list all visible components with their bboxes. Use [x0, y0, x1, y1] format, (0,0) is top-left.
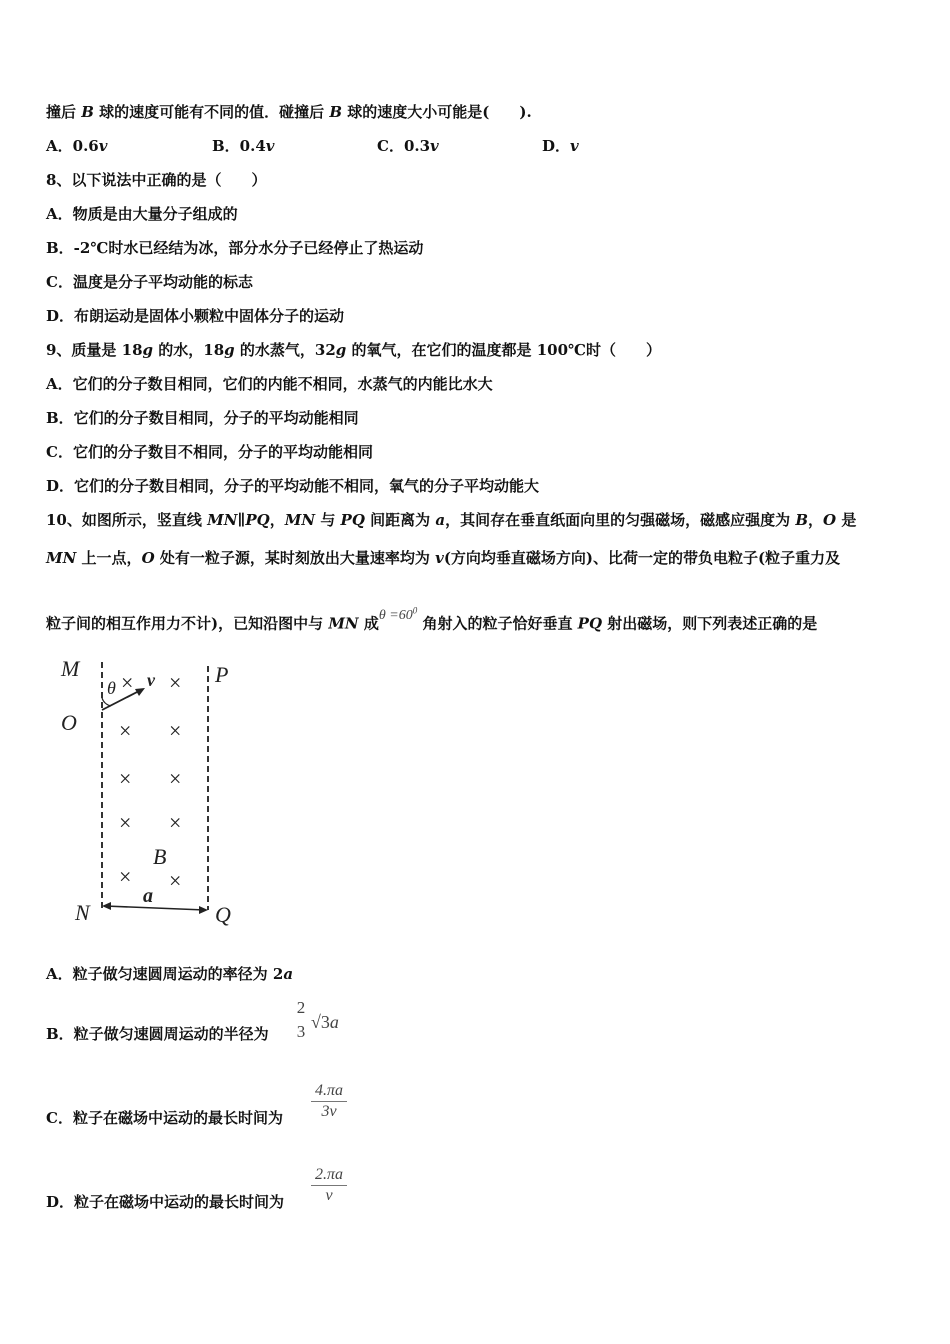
q9-option-c[interactable]: C．它们的分子数目不相同，分子的平均动能相同	[46, 443, 373, 461]
cross-mark: ×	[169, 718, 182, 743]
q7-option-d[interactable]: D．v	[542, 137, 579, 155]
text: 球的速度大小可能是( ).	[342, 103, 532, 121]
q7-options	[46, 136, 926, 156]
cross-mark: ×	[169, 766, 182, 791]
q10-stem-line2: MN 上一点，O 处有一粒子源，某时刻放出大量速率均为 v(方向均垂直磁场方向)、比荷一定的带负电粒子(粒子重力及	[46, 549, 841, 567]
q8-stem: 8、以下说法中正确的是（ ）	[46, 171, 267, 189]
angle-formula: $\theta =60^0$	[378, 605, 418, 623]
q9-option-d[interactable]: D．它们的分子数目相同，分子的平均动能不相同，氧气的分子平均动能大	[46, 477, 540, 495]
text: 球的速度可能有不同的值．碰撞后	[93, 103, 330, 121]
label-theta: θ	[107, 678, 116, 698]
q9-stem: 9、质量是 18g 的水，18g 的水蒸气，32g 的氧气，在它们的温度都是 100℃时（ ）	[46, 341, 661, 359]
q10-option-d[interactable]: D．粒子在磁场中运动的最长时间为	[46, 1193, 285, 1211]
cross-mark: ×	[169, 670, 182, 695]
fraction-2-3: 2 3	[296, 998, 306, 1041]
label-M: M	[61, 656, 80, 681]
cross-mark: ×	[121, 670, 134, 695]
arrow-right	[199, 906, 208, 914]
label-P: P	[215, 662, 229, 687]
q10-option-a[interactable]: A．粒子做匀速圆周运动的率径为 2a	[46, 965, 294, 983]
q9-option-a[interactable]: A．它们的分子数目相同，它们的内能不相同，水蒸气的内能比水大	[46, 375, 493, 393]
q10-stem-line1: 10、如图所示，竖直线 MN∥PQ，MN 与 PQ 间距离为 a，其间存在垂直纸面向里的匀强磁场，磁感应强度为 B，O 是	[46, 511, 857, 529]
label-v: v	[147, 670, 155, 690]
fraction-2pia-v: 2.πa v	[311, 1166, 347, 1205]
q7-option-a[interactable]: A．0.6v	[46, 137, 108, 155]
q10-option-c[interactable]: C．粒子在磁场中运动的最长时间为	[46, 1109, 283, 1127]
q7-option-c[interactable]: C．0.3v	[377, 137, 439, 155]
text: 撞后	[46, 103, 82, 121]
q7-stem-tail	[46, 102, 532, 122]
cross-mark: ×	[119, 864, 132, 889]
distance-line	[105, 906, 205, 910]
fraction-4pia-3v: 4.πa 3v	[311, 1082, 347, 1121]
q8-option-c[interactable]: C．温度是分子平均动能的标志	[46, 273, 253, 291]
cross-mark: ×	[169, 868, 182, 893]
label-O: O	[61, 710, 77, 735]
cross-mark: ×	[169, 810, 182, 835]
arrow-left	[102, 902, 111, 910]
magnetic-field-diagram	[55, 652, 255, 932]
q9-option-b[interactable]: B．它们的分子数目相同，分子的平均动能相同	[46, 409, 359, 427]
var-B: B	[81, 103, 94, 121]
cross-mark: ×	[119, 810, 132, 835]
q8-option-d[interactable]: D．布朗运动是固体小颗粒中固体分子的运动	[46, 307, 345, 325]
label-B: B	[153, 844, 167, 869]
q7-option-b[interactable]: B．0.4v	[212, 137, 275, 155]
label-Q: Q	[215, 902, 231, 927]
angle-arc	[102, 698, 111, 706]
q8-option-a[interactable]: A．物质是由大量分子组成的	[46, 205, 238, 223]
q8-option-b[interactable]: B．-2℃时水已经结为冰，部分水分子已经停止了热运动	[46, 239, 424, 257]
sqrt3-a: √3a	[311, 1012, 339, 1032]
cross-mark: ×	[119, 718, 132, 743]
label-N: N	[75, 900, 90, 925]
label-a: a	[143, 885, 153, 907]
field-crosses	[119, 670, 181, 893]
q10-stem-line3: 粒子间的相互作用力不计)，已知沿图中与 MN 成$\theta =60^0$ 角射入的粒子恰好垂直 PQ 射出磁场，则下列表述正确的是	[46, 605, 818, 633]
var-B: B	[329, 103, 343, 121]
cross-mark: ×	[119, 766, 132, 791]
q10-option-b[interactable]: B．粒子做匀速圆周运动的半径为	[46, 1025, 269, 1043]
